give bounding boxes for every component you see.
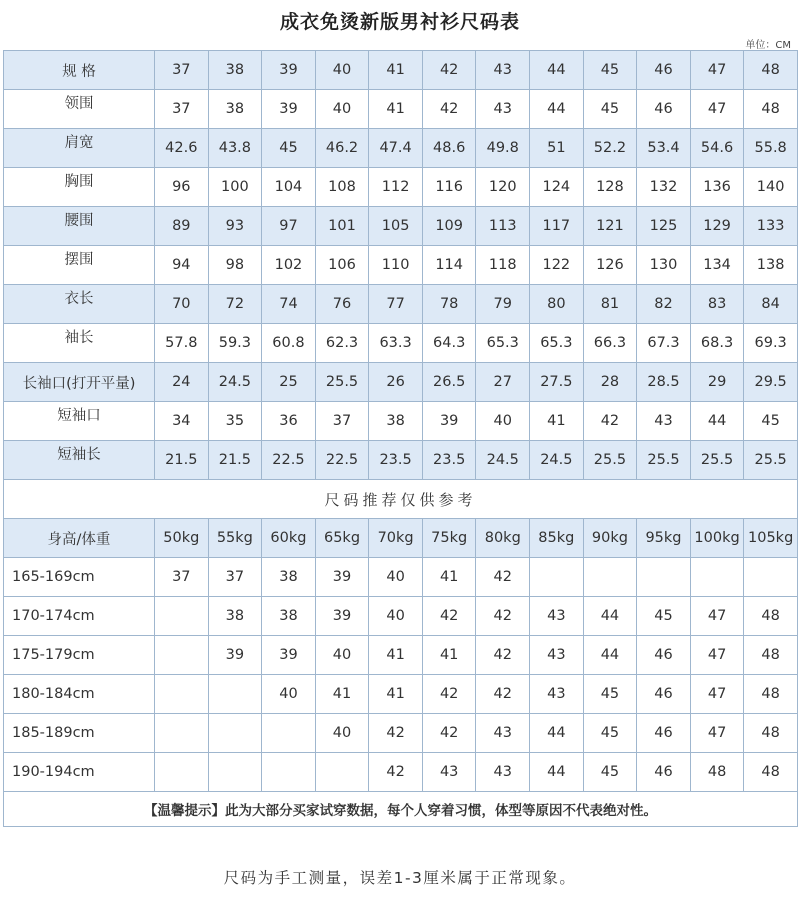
spec-cell: 78: [422, 285, 476, 324]
recommend-header-row: [4, 519, 798, 558]
recommended-size-cell: 48: [744, 675, 798, 714]
spec-cell: 76: [315, 285, 369, 324]
spec-cell: 82: [637, 285, 691, 324]
recommended-size-cell: 48: [744, 714, 798, 753]
spec-cell: 45: [744, 402, 798, 441]
spec-cell: 84: [744, 285, 798, 324]
spec-row: [4, 324, 798, 363]
spec-cell: 38: [208, 90, 262, 129]
recommended-size-cell: 41: [422, 558, 476, 597]
spec-cell: 67.3: [637, 324, 691, 363]
recommended-size-cell: 39: [315, 558, 369, 597]
recommended-size-cell: [315, 753, 369, 792]
spec-cell: 24: [155, 363, 209, 402]
spec-cell: 79: [476, 285, 530, 324]
recommended-size-cell: 46: [637, 675, 691, 714]
spec-cell: 72: [208, 285, 262, 324]
spec-cell: 28: [583, 363, 637, 402]
spec-cell: 44: [530, 90, 584, 129]
spec-cell: 121: [583, 207, 637, 246]
spec-cell: 70: [155, 285, 209, 324]
spec-cell: 80: [530, 285, 584, 324]
spec-cell: 98: [208, 246, 262, 285]
recommended-size-cell: 42: [369, 753, 423, 792]
recommended-size-cell: 42: [476, 558, 530, 597]
spec-cell: 45: [583, 51, 637, 90]
spec-cell: 43: [637, 402, 691, 441]
recommend-rows: [4, 558, 798, 792]
spec-cell: 46: [637, 90, 691, 129]
spec-cell: 24.5: [476, 441, 530, 480]
spec-row-label: [4, 363, 155, 402]
spec-row-label-text: 袖长: [64, 329, 94, 346]
weight-header-cell: 100kg: [690, 519, 744, 558]
spec-cell: 48.6: [422, 129, 476, 168]
spec-cell: 44: [530, 51, 584, 90]
spec-cell: 38: [208, 51, 262, 90]
recommended-size-cell: 40: [315, 714, 369, 753]
spec-row-label-text: 胸围: [64, 173, 94, 190]
weight-header-cell: 80kg: [476, 519, 530, 558]
recommended-size-cell: [262, 753, 316, 792]
recommend-row: [4, 753, 798, 792]
spec-row: [4, 129, 798, 168]
recommended-size-cell: [208, 714, 262, 753]
spec-cell: 81: [583, 285, 637, 324]
spec-cell: 130: [637, 246, 691, 285]
spec-cell: 102: [262, 246, 316, 285]
recommended-size-cell: [208, 675, 262, 714]
footer-text: 尺码为手工测量，误差1-3厘米属于正常现象。: [223, 869, 577, 887]
spec-cell: 125: [637, 207, 691, 246]
recommended-size-cell: 45: [637, 597, 691, 636]
spec-row: [4, 246, 798, 285]
spec-cell: 51: [530, 129, 584, 168]
recommended-size-cell: 40: [262, 675, 316, 714]
spec-cell: 138: [744, 246, 798, 285]
spec-cell: 100: [208, 168, 262, 207]
spec-cell: 77: [369, 285, 423, 324]
spec-cell: 96: [155, 168, 209, 207]
spec-cell: 116: [422, 168, 476, 207]
spec-cell: 34: [155, 402, 209, 441]
spec-cell: 40: [315, 90, 369, 129]
spec-row: [4, 168, 798, 207]
spec-row-label-text: 摆围: [64, 251, 94, 268]
spec-cell: 118: [476, 246, 530, 285]
spec-cell: 97: [262, 207, 316, 246]
recommended-size-cell: 47: [690, 636, 744, 675]
spec-cell: 114: [422, 246, 476, 285]
spec-cell: 93: [208, 207, 262, 246]
spec-cell: 136: [690, 168, 744, 207]
spec-row-label-text: 领围: [64, 95, 94, 112]
recommended-size-cell: [155, 753, 209, 792]
recommended-size-cell: 38: [262, 558, 316, 597]
spec-row-label: [4, 90, 155, 129]
spec-cell: 128: [583, 168, 637, 207]
spec-cell: 48: [744, 90, 798, 129]
spec-cell: 48: [744, 51, 798, 90]
recommended-size-cell: 41: [422, 636, 476, 675]
spec-cell: 36: [262, 402, 316, 441]
spec-cell: 41: [369, 90, 423, 129]
spec-cell: 40: [476, 402, 530, 441]
recommended-size-cell: 38: [208, 597, 262, 636]
recommended-size-cell: 48: [744, 753, 798, 792]
spec-cell: 43: [476, 90, 530, 129]
spec-cell: 47.4: [369, 129, 423, 168]
recommended-size-cell: 44: [583, 636, 637, 675]
spec-cell: 24.5: [208, 363, 262, 402]
recommended-size-cell: 44: [530, 714, 584, 753]
spec-cell: 112: [369, 168, 423, 207]
recommended-size-cell: 40: [369, 558, 423, 597]
recommended-size-cell: 42: [422, 714, 476, 753]
spec-cell: 52.2: [583, 129, 637, 168]
spec-cell: 117: [530, 207, 584, 246]
spec-cell: 54.6: [690, 129, 744, 168]
spec-cell: 53.4: [637, 129, 691, 168]
recommended-size-cell: 45: [583, 753, 637, 792]
spec-row-label-text: 肩宽: [64, 134, 94, 151]
spec-cell: 25.5: [744, 441, 798, 480]
recommended-size-cell: [155, 714, 209, 753]
spec-cell: 47: [690, 90, 744, 129]
recommended-size-cell: 46: [637, 714, 691, 753]
recommended-size-cell: 45: [583, 675, 637, 714]
spec-cell: 26.5: [422, 363, 476, 402]
spec-cell: 89: [155, 207, 209, 246]
spec-cell: 21.5: [155, 441, 209, 480]
spec-cell: 37: [155, 51, 209, 90]
spec-cell: 113: [476, 207, 530, 246]
spec-cell: 47: [690, 51, 744, 90]
spec-cell: 39: [262, 51, 316, 90]
spec-cell: 44: [690, 402, 744, 441]
recommend-section: [4, 480, 798, 558]
spec-row: [4, 402, 798, 441]
spec-cell: 65.3: [530, 324, 584, 363]
recommended-size-cell: 39: [262, 636, 316, 675]
spec-cell: 94: [155, 246, 209, 285]
spec-cell: 126: [583, 246, 637, 285]
spec-cell: 45: [262, 129, 316, 168]
spec-cell: 41: [530, 402, 584, 441]
recommended-size-cell: [208, 753, 262, 792]
spec-cell: 65.3: [476, 324, 530, 363]
spec-cell: 26: [369, 363, 423, 402]
spec-cell: 23.5: [422, 441, 476, 480]
weight-header-cell: 85kg: [530, 519, 584, 558]
note-section: [4, 792, 798, 827]
recommended-size-cell: [583, 558, 637, 597]
weight-header-cell: 70kg: [369, 519, 423, 558]
spec-cell: 42: [422, 51, 476, 90]
spec-cell: 29: [690, 363, 744, 402]
spec-cell: 68.3: [690, 324, 744, 363]
recommended-size-cell: 40: [369, 597, 423, 636]
size-chart-table: [3, 50, 798, 827]
spec-cell: 42: [583, 402, 637, 441]
spec-cell: 25: [262, 363, 316, 402]
spec-cell: 101: [315, 207, 369, 246]
spec-cell: 108: [315, 168, 369, 207]
spec-cell: 83: [690, 285, 744, 324]
recommended-size-cell: [155, 675, 209, 714]
recommended-size-cell: 43: [530, 636, 584, 675]
height-weight-header: 身高/体重: [4, 519, 155, 558]
recommended-size-cell: [530, 558, 584, 597]
recommended-size-cell: 43: [530, 675, 584, 714]
recommended-size-cell: 46: [637, 753, 691, 792]
spec-cell: 140: [744, 168, 798, 207]
spec-row-label-text: 腰围: [64, 212, 94, 229]
recommended-size-cell: [155, 597, 209, 636]
recommended-size-cell: 47: [690, 675, 744, 714]
spec-cell: 124: [530, 168, 584, 207]
recommended-size-cell: [690, 558, 744, 597]
spec-cell: 42.6: [155, 129, 209, 168]
spec-cell: 25.5: [583, 441, 637, 480]
spec-cell: 122: [530, 246, 584, 285]
spec-cell: 109: [422, 207, 476, 246]
recommend-row: [4, 675, 798, 714]
recommended-size-cell: 44: [583, 597, 637, 636]
spec-cell: 45: [583, 90, 637, 129]
spec-cell: 132: [637, 168, 691, 207]
spec-cell: 66.3: [583, 324, 637, 363]
spec-cell: 37: [155, 90, 209, 129]
recommend-row: [4, 558, 798, 597]
height-range-label: 185-189cm: [4, 714, 155, 753]
height-range-label: 180-184cm: [4, 675, 155, 714]
spec-cell: 25.5: [690, 441, 744, 480]
spec-cell: 24.5: [530, 441, 584, 480]
recommended-size-cell: 42: [476, 675, 530, 714]
height-range-label: 190-194cm: [4, 753, 155, 792]
recommended-size-cell: 44: [530, 753, 584, 792]
spec-cell: 69.3: [744, 324, 798, 363]
recommend-row: [4, 636, 798, 675]
recommended-size-cell: 42: [422, 675, 476, 714]
spec-cell: 41: [369, 51, 423, 90]
spec-row-label: [4, 402, 155, 441]
recommended-size-cell: 48: [744, 636, 798, 675]
spec-cell: 35: [208, 402, 262, 441]
spec-row-label: [4, 207, 155, 246]
recommended-size-cell: 47: [690, 597, 744, 636]
page-title: 成衣免烫新版男衬衫尺码表: [279, 11, 520, 33]
recommended-size-cell: [155, 636, 209, 675]
weight-header-cell: 75kg: [422, 519, 476, 558]
recommend-row: [4, 597, 798, 636]
spec-cell: 39: [422, 402, 476, 441]
spec-cell: 25.5: [315, 363, 369, 402]
recommended-size-cell: 42: [369, 714, 423, 753]
recommended-size-cell: [637, 558, 691, 597]
spec-row-label-text: 长袖口(打开平量): [22, 375, 136, 392]
recommended-size-cell: 43: [530, 597, 584, 636]
spec-section: [4, 51, 798, 480]
recommended-size-cell: 42: [422, 597, 476, 636]
recommended-size-cell: 37: [155, 558, 209, 597]
spec-cell: 59.3: [208, 324, 262, 363]
spec-cell: 39: [262, 90, 316, 129]
spec-cell: 133: [744, 207, 798, 246]
spec-row-label-text: 短袖长: [57, 446, 101, 463]
spec-cell: 29.5: [744, 363, 798, 402]
spec-cell: 49.8: [476, 129, 530, 168]
spec-cell: 104: [262, 168, 316, 207]
recommended-size-cell: 41: [369, 636, 423, 675]
spec-cell: 105: [369, 207, 423, 246]
recommended-size-cell: 43: [476, 714, 530, 753]
recommended-size-cell: 43: [476, 753, 530, 792]
spec-row-label: [4, 441, 155, 480]
recommend-title: 尺码推荐仅供参考: [4, 480, 798, 519]
spec-cell: 134: [690, 246, 744, 285]
spec-cell: 60.8: [262, 324, 316, 363]
height-range-label: 170-174cm: [4, 597, 155, 636]
spec-cell: 63.3: [369, 324, 423, 363]
recommended-size-cell: 39: [208, 636, 262, 675]
spec-cell: 62.3: [315, 324, 369, 363]
recommended-size-cell: 46: [637, 636, 691, 675]
recommended-size-cell: 42: [476, 636, 530, 675]
height-range-label: 165-169cm: [4, 558, 155, 597]
spec-cell: 27: [476, 363, 530, 402]
recommend-row: [4, 714, 798, 753]
spec-row: [4, 363, 798, 402]
weight-header-cell: 105kg: [744, 519, 798, 558]
spec-cell: 28.5: [637, 363, 691, 402]
spec-cell: 57.8: [155, 324, 209, 363]
recommended-size-cell: 48: [690, 753, 744, 792]
spec-cell: 40: [315, 51, 369, 90]
spec-row-label-text: 衣长: [64, 290, 94, 307]
recommended-size-cell: 41: [369, 675, 423, 714]
recommended-size-cell: 40: [315, 636, 369, 675]
recommended-size-cell: [262, 714, 316, 753]
spec-cell: 21.5: [208, 441, 262, 480]
spec-cell: 43.8: [208, 129, 262, 168]
spec-cell: 106: [315, 246, 369, 285]
spec-row: [4, 207, 798, 246]
spec-cell: 64.3: [422, 324, 476, 363]
spec-row: [4, 441, 798, 480]
spec-row: [4, 90, 798, 129]
recommended-size-cell: 41: [315, 675, 369, 714]
spec-row-label: [4, 168, 155, 207]
recommended-size-cell: 37: [208, 558, 262, 597]
spec-cell: 23.5: [369, 441, 423, 480]
spec-cell: 37: [315, 402, 369, 441]
unit-label: 单位：CM: [745, 40, 791, 51]
spec-row: [4, 51, 798, 90]
spec-row-label: [4, 324, 155, 363]
recommended-size-cell: 43: [422, 753, 476, 792]
recommended-size-cell: 38: [262, 597, 316, 636]
spec-cell: 38: [369, 402, 423, 441]
spec-row-label: [4, 246, 155, 285]
spec-cell: 55.8: [744, 129, 798, 168]
weight-header-cell: 60kg: [262, 519, 316, 558]
recommended-size-cell: 42: [476, 597, 530, 636]
spec-cell: 120: [476, 168, 530, 207]
spec-cell: 129: [690, 207, 744, 246]
recommended-size-cell: 48: [744, 597, 798, 636]
spec-cell: 74: [262, 285, 316, 324]
weight-header-cell: 50kg: [155, 519, 209, 558]
spec-cell: 22.5: [262, 441, 316, 480]
spec-row-label-text: 短袖口: [57, 407, 101, 424]
spec-row: [4, 285, 798, 324]
recommended-size-cell: [744, 558, 798, 597]
recommended-size-cell: 39: [315, 597, 369, 636]
spec-cell: 43: [476, 51, 530, 90]
note-text: 【温馨提示】此为大部分买家试穿数据，每个人穿着习惯，体型等原因不代表绝对性。: [4, 792, 798, 827]
spec-cell: 22.5: [315, 441, 369, 480]
spec-cell: 25.5: [637, 441, 691, 480]
weight-header-cell: 55kg: [208, 519, 262, 558]
recommended-size-cell: 47: [690, 714, 744, 753]
recommend-title-row: [4, 480, 798, 519]
spec-cell: 42: [422, 90, 476, 129]
spec-row-label: [4, 51, 155, 90]
note-row: [4, 792, 798, 827]
weight-header-cell: 90kg: [583, 519, 637, 558]
spec-row-label: [4, 129, 155, 168]
spec-cell: 110: [369, 246, 423, 285]
spec-cell: 46.2: [315, 129, 369, 168]
recommended-size-cell: 45: [583, 714, 637, 753]
height-range-label: 175-179cm: [4, 636, 155, 675]
weight-header-cell: 65kg: [315, 519, 369, 558]
spec-row-label: [4, 285, 155, 324]
weight-header-cell: 95kg: [637, 519, 691, 558]
spec-cell: 27.5: [530, 363, 584, 402]
spec-cell: 46: [637, 51, 691, 90]
spec-row-label-text: 规 格: [62, 63, 96, 80]
